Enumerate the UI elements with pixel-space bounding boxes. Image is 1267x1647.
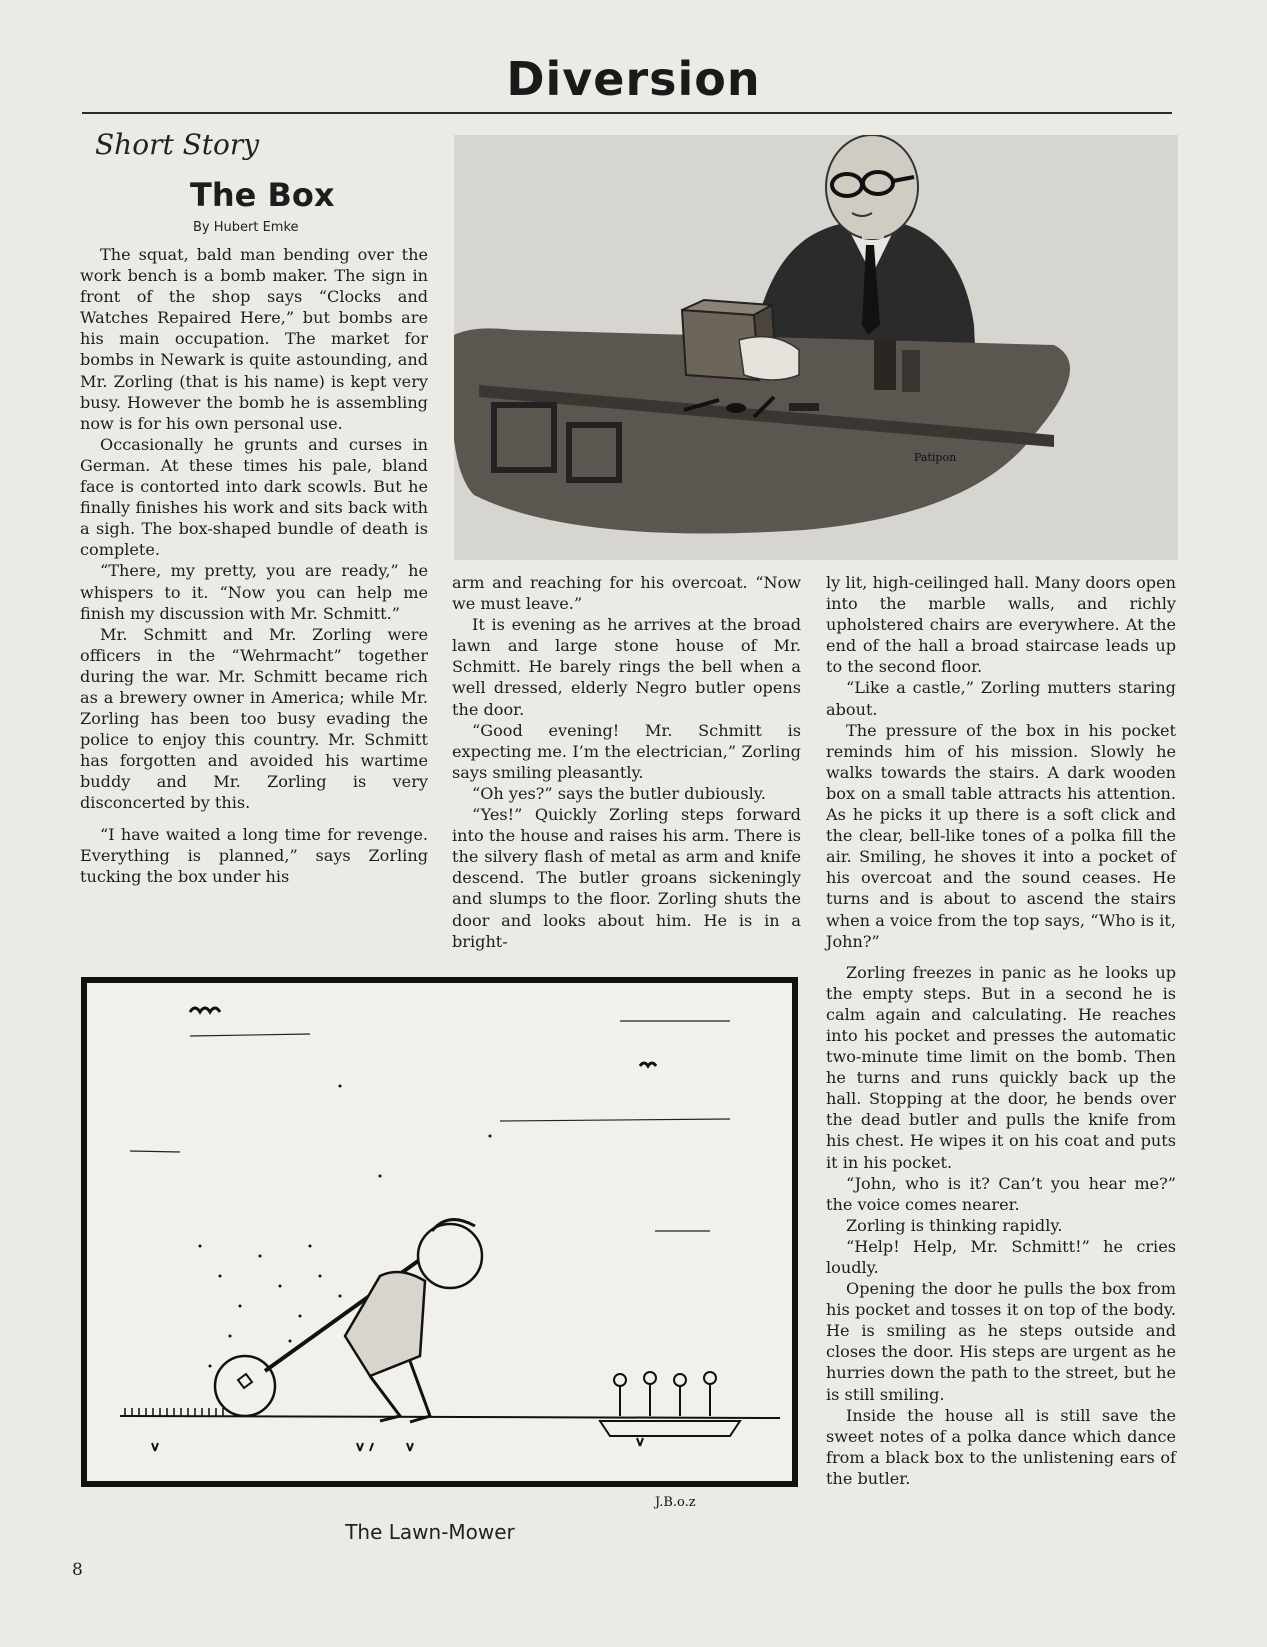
- man-head: [418, 1224, 482, 1288]
- paragraph: “Good evening! Mr. Schmitt is expecting me. I’m the electrician,” Zorling says smiling pleasantly.: [452, 720, 801, 782]
- story-kicker: Short Story: [95, 128, 260, 161]
- story-title: The Box: [190, 176, 335, 214]
- man-head: [826, 135, 918, 239]
- lawn-mower-cartoon: [80, 976, 799, 1511]
- paragraph: “There, my pretty, you are ready,” he whispers to it. “Now you can help me finish my discussion with Mr. Schmitt.”: [80, 561, 428, 623]
- paragraph: “I have waited a long time for revenge. Everything is planned,” says Zorling tucking the box under his: [80, 824, 428, 886]
- paragraph: Zorling is thinking rapidly.: [846, 1215, 1063, 1235]
- paragraph: Inside the house all is still save the sweet notes of a polka dance which dance from a black box to the unlistening ears of the butler.: [826, 1405, 1176, 1488]
- bomb-maker-painting: [454, 135, 1178, 560]
- man-hand: [739, 337, 799, 380]
- paragraph: The pressure of the box in his pocket reminds him of his mission. Slowly he walks towards the stairs. A dark wooden box on a small table attracts his attention. As he picks it up there is a soft click and the clear, bell-like tones of a polka fill the air. Smiling, he shoves it into a pocket of his overcoat and the sound ceases. He turns and is about to ascend the stairs when a voice from the top says, “Who is it, John?”: [826, 720, 1176, 951]
- paragraph: Occasionally he grunts and curses in German. At these times his pale, bland face is contorted into dark scowls. But he finally finishes his work and sits back with a sigh. The box-shaped bundle of death is complete.: [80, 434, 428, 560]
- painting-signature: Patipon: [914, 451, 957, 464]
- cut-grass: [125, 1408, 223, 1416]
- bottle-1: [874, 340, 896, 390]
- paragraph: arm and reaching for his overcoat. “Now we must leave.”: [452, 573, 801, 614]
- bottle-2: [902, 350, 920, 392]
- paragraph: The squat, bald man bending over the work bench is a bomb maker. The sign in front of the shop says “Clocks and Watches Repaired Here,” but bombs are his main occupation. The market for bombs in Newark is quite astounding, and Mr. Zorling (that is his name) is kept very busy. However the bomb he is assembling now is for his own personal use.: [80, 245, 428, 433]
- cartoon-signature: J.B.o.z: [655, 1495, 696, 1510]
- paragraph: “Yes!” Quickly Zorling steps forward into the house and raises his arm. There is the silvery flash of metal as arm and knife descend. The butler groans sickeningly and slumps to the floor. Zorling shuts the door and looks about him. He is in a bright-: [452, 805, 801, 951]
- tool-2: [726, 403, 746, 413]
- paragraph: ly lit, high-ceilinged hall. Many doors open into the marble walls, and richly upholstered chairs are everywhere. At the end of the hall a broad staircase leads up to the second floor.: [826, 573, 1176, 677]
- paragraph: Zorling freezes in panic as he looks up the empty steps. But in a second he is calm again and calculating. He reaches into his pocket and presses the automatic two-minute time limit on the bomb. Then he turns and runs quickly back up the hall. Stopping at the door, he bends over the dead butler and pulls the knife from his chest. He wipes it on his coat and puts it in his pocket.: [826, 962, 1176, 1172]
- story-column-3: [826, 572, 1176, 1489]
- paragraph: Mr. Schmitt and Mr. Zorling were officers in the “Wehrmacht” together during the war. Mr. Schmitt became rich as a brewery owner in America; while Mr. Zorling has been too busy evading the police to enjoy this country. Mr. Schmitt has forgotten and avoided his wartime buddy and Mr. Zorling is very disconcerted by this.: [80, 624, 428, 813]
- page-number: 8: [72, 1560, 83, 1580]
- cartoon-caption: The Lawn-Mower: [345, 1520, 515, 1544]
- paragraph: “Help! Help, Mr. Schmitt!” he cries loudly.: [826, 1236, 1176, 1277]
- section-title: Diversion: [506, 52, 761, 106]
- paragraph: “Oh yes?” says the butler dubiously.: [472, 783, 766, 803]
- paragraph: “Like a castle,” Zorling mutters staring about.: [826, 678, 1176, 719]
- story-column-1: [80, 244, 428, 887]
- tool-4: [789, 403, 819, 411]
- story-byline: By Hubert Emke: [193, 220, 299, 235]
- story-column-2: [452, 572, 801, 952]
- header-rule: [82, 112, 1172, 114]
- man-neck: [862, 225, 884, 239]
- paragraph: It is evening as he arrives at the broad lawn and large stone house of Mr. Schmitt. He barely rings the bell when a well dressed, elderly Negro butler opens the door.: [452, 615, 801, 719]
- paragraph: “John, who is it? Can’t you hear me?” the voice comes nearer.: [826, 1173, 1176, 1214]
- paragraph: Opening the door he pulls the box from his pocket and tosses it on top of the body. He is smiling as he steps outside and closes the door. His steps are urgent as he hurries down the path to the street, but he is still smiling.: [826, 1279, 1176, 1404]
